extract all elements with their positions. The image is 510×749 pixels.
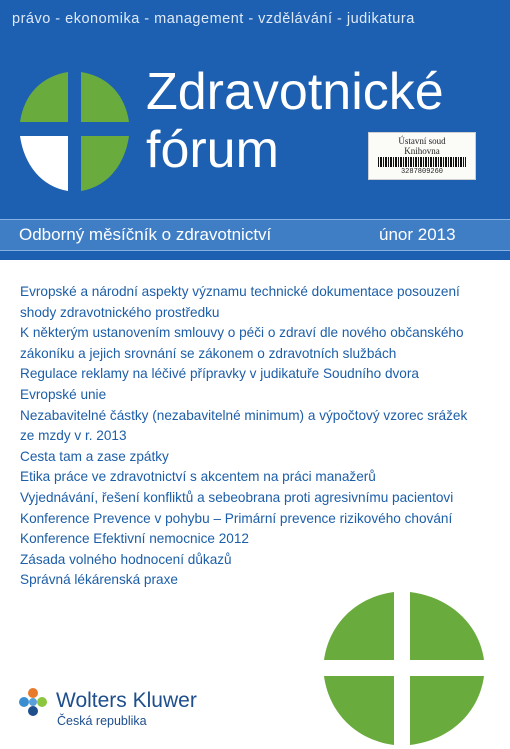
toc-line: Zásada volného hodnocení důkazů [20, 551, 232, 567]
toc-line: shody zdravotnického prostředku [20, 304, 220, 320]
table-of-contents [20, 282, 500, 591]
library-stamp [368, 132, 476, 180]
toc-line: Konference Prevence v pohybu – Primární prevence rizikového chování [20, 510, 453, 526]
logo-quadrant-top-right [81, 72, 129, 122]
issue-date: únor 2013 [379, 225, 456, 244]
subtitle-band [0, 219, 510, 251]
stamp-library: Knihovna [404, 146, 440, 156]
magazine-subtitle: Odborný měsíčník o zdravotnictví [19, 225, 272, 244]
barcode-icon [378, 157, 466, 167]
wolters-kluwer-logo-icon [18, 687, 48, 717]
cross-logo-large-icon [324, 592, 484, 745]
magazine-title-line1: Zdravotnické [146, 63, 444, 121]
toc-line: zákoníku a jejich srovnání se zákonem o zdravotních službách [20, 345, 397, 361]
toc-line: K některým ustanovením smlouvy o péči o zdraví dle nového občanského [20, 325, 464, 341]
publisher-name: Wolters Kluwer [56, 689, 197, 712]
toc-line: Nezabavitelné částky (nezabavitelné minimum) a výpočtový vzorec srážek [20, 407, 468, 423]
toc-line: Správná lékárenská praxe [20, 572, 178, 588]
toc-line: Vyjednávání, řešení konfliktů a sebeobrana proti agresivnímu pacientovi [20, 489, 454, 505]
publisher-country: Česká republika [57, 714, 147, 728]
toc-line: Regulace reklamy na léčivé přípravky v judikatuře Soudního dvora [20, 366, 419, 382]
toc-line: Etika práce ve zdravotnictví s akcentem na práci manažerů [20, 469, 376, 485]
toc-line: Evropské unie [20, 386, 107, 402]
magazine-title-line2: fórum [146, 121, 279, 179]
barcode-number: 3287809260 [400, 168, 443, 176]
stamp-institution: Ústavní soud [398, 136, 446, 146]
toc-line: Konference Efektivní nemocnice 2012 [20, 531, 249, 547]
logo-quadrant-bottom-left [20, 136, 68, 191]
logo-quadrant-bottom-right [81, 136, 129, 191]
toc-line: ze mzdy v r. 2013 [20, 428, 127, 444]
tagline: právo - ekonomika - management - vzdělávání - judikatura [12, 11, 415, 27]
logo-quadrant-top-left [20, 72, 68, 122]
toc-line: Evropské a národní aspekty významu technické dokumentace posouzení [20, 284, 460, 299]
cross-logo-icon [20, 70, 129, 191]
toc-line: Cesta tam a zase zpátky [20, 448, 169, 464]
